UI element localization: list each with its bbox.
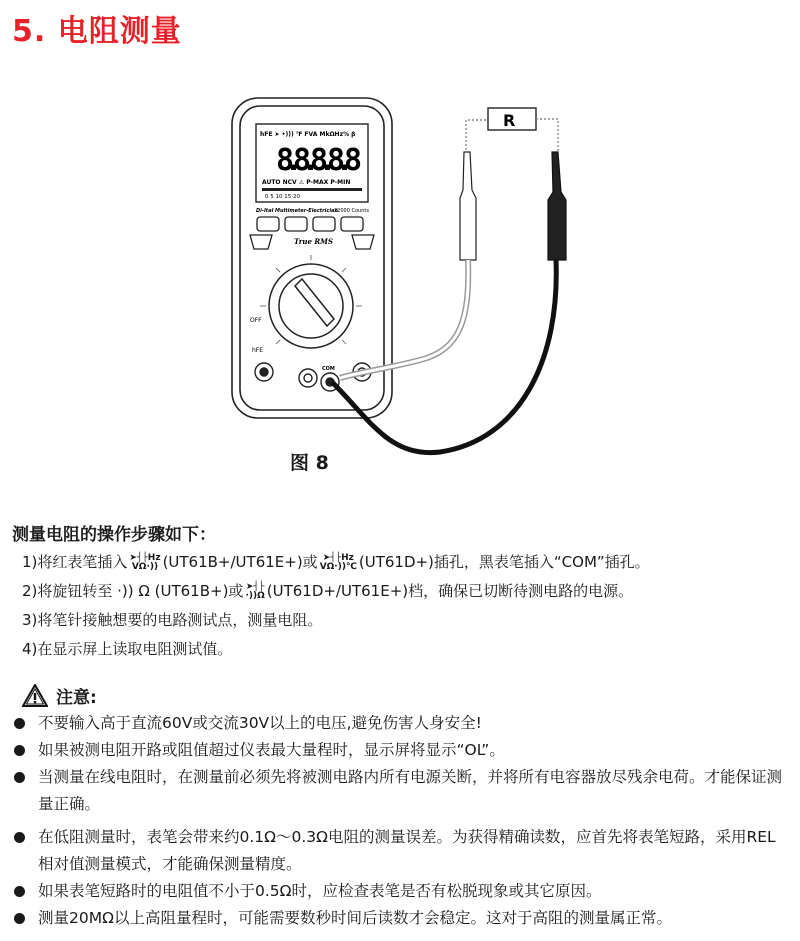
brand-line: Di-Ital Multimeter-Electrician (256, 208, 338, 214)
section-title: 5. 电阻测量 (12, 14, 182, 49)
step-2: 2)将旋钮转至 ·)) Ω (UT61B+)或 ➤┤├ ·))Ω (UT61D+/UT61E+)档，确保已切断待测电路的电源。 (22, 581, 634, 601)
bullet-icon (14, 886, 25, 897)
vohm-hz-symbol-icon: ➤┤├Hz VΩ·)) (129, 552, 161, 572)
bullet-icon (14, 913, 25, 924)
notes-heading: 注意: (22, 683, 97, 708)
hfe-label: hFE (252, 347, 264, 354)
warning-triangle-icon (22, 684, 48, 707)
red-probe (460, 152, 476, 260)
rotary-dial (269, 264, 353, 348)
step-1: 1)将红表笔插入 ➤┤├Hz VΩ·)) (UT61B+/UT61E+)或 ➤┤├Hz VΩ·))℃ (UT61D+)插孔，黑表笔插入“COM”插孔。 (22, 552, 650, 572)
notes-list (10, 710, 790, 932)
figure-caption: 图 8 (290, 452, 329, 474)
note-item: 如果表笔短路时的电阻值不小于0.5Ω时，应检查表笔是否有松脱现象或其它原因。 (10, 878, 790, 905)
procedure-steps (22, 548, 792, 664)
off-label: OFF (250, 317, 262, 324)
black-probe (548, 152, 566, 260)
step-4: 4)在显示屏上读取电阻测试值。 (22, 640, 233, 658)
lcd-scale: 0 5 10 15 20 (265, 194, 300, 200)
red-probe-cable (340, 260, 468, 378)
bullet-icon (14, 832, 25, 843)
lcd-digits: 8.8.8.8.8 (276, 143, 362, 178)
bullet-icon (14, 772, 25, 783)
note-item: 在低阻测量时，表笔会带来约0.1Ω～0.3Ω电阻的测量误差。为获得精确读数，应首先将表笔短路，采用REL相对值测量模式，才能确保测量精度。 (10, 824, 790, 878)
true-rms-label: True RMS (294, 237, 333, 246)
resistor-label: R (503, 111, 516, 130)
black-probe-cable (332, 260, 556, 453)
step-3: 3)将笔针接触想要的电路测试点，测量电阻。 (22, 611, 323, 629)
procedure-heading: 测量电阻的操作步骤如下： (12, 525, 216, 545)
diode-cap-ohm-symbol-icon: ➤┤├ ·))Ω (245, 581, 265, 601)
lcd-bottom-row: AUTO NCV ⚠ P-MAX P-MIN (262, 179, 351, 186)
note-item: 测量20MΩ以上高阻量程时，可能需要数秒时间后读数才会稳定。这对于高阻的测量属正常。 (10, 905, 790, 932)
com-label: COM (322, 366, 335, 372)
note-item: 不要输入高于直流60V或交流30V以上的电压,避免伤害人身安全! (10, 710, 790, 737)
lcd-top-row: hFE ➤ •))) ℉ FVA MkΩHz% β (260, 131, 356, 138)
vohm-hz-temp-symbol-icon: ➤┤├Hz VΩ·))℃ (319, 552, 357, 572)
note-item: 如果被测电阻开路或阻值超过仪表最大量程时，显示屏将显示“OL”。 (10, 737, 790, 764)
bullet-icon (14, 718, 25, 729)
bullet-icon (14, 745, 25, 756)
multimeter-figure (0, 60, 800, 480)
note-item: 当测量在线电阻时，在测量前必须先将被测电路内所有电源关断，并将所有电容器放尽残余电荷。才能保证测量正确。 (10, 764, 790, 818)
counts-label: 22000 Counts (334, 208, 369, 214)
